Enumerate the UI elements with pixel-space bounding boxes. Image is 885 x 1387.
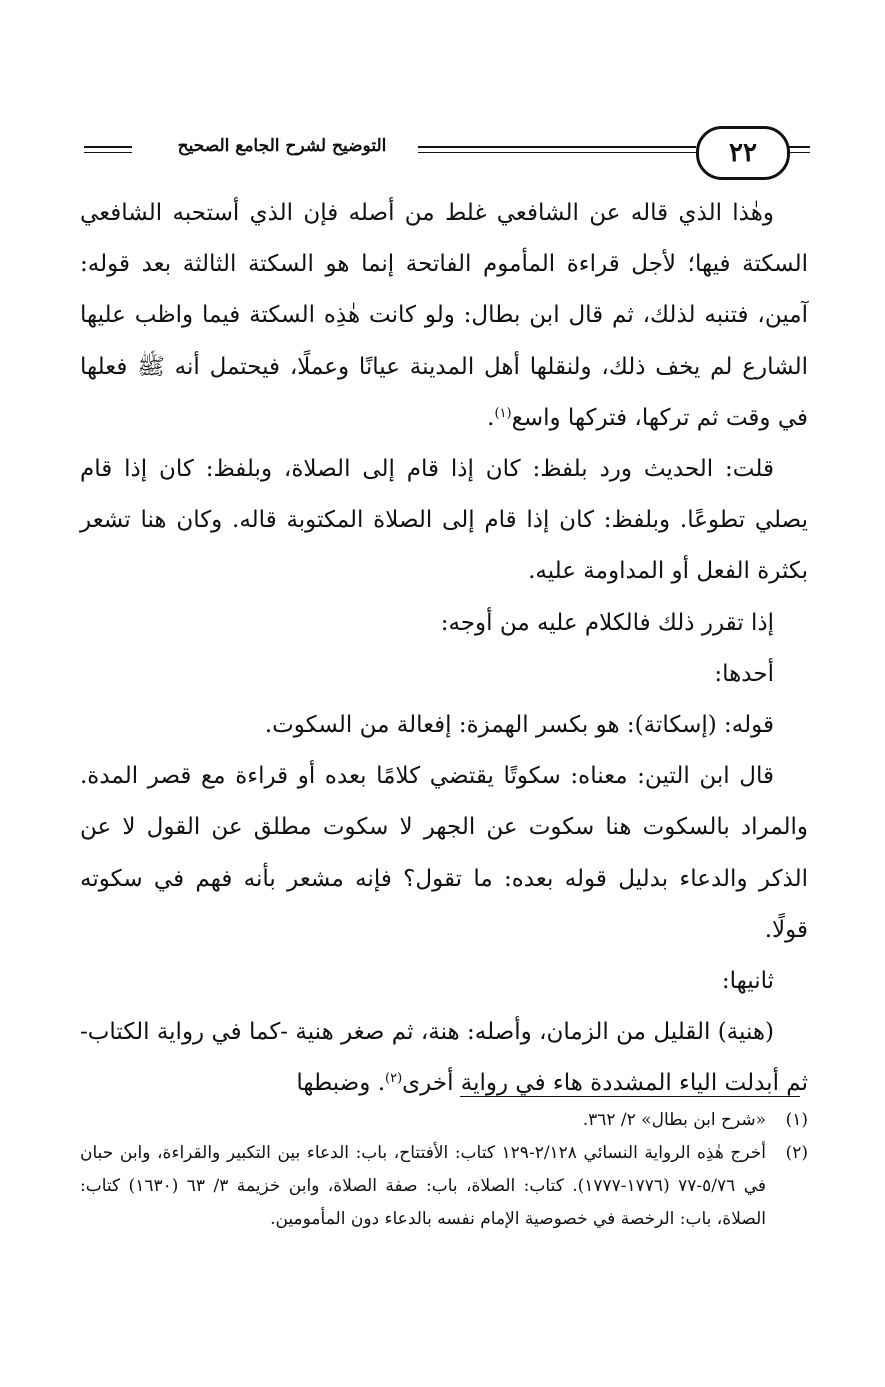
- paragraph-end: .: [487, 404, 495, 431]
- footnote-marker: (١): [494, 405, 512, 421]
- paragraph-text: إذا تقرر ذلك فالكلام عليه من أوجه:: [440, 609, 774, 636]
- header-rule-middle-top: [418, 146, 696, 148]
- paragraph-text: قوله: (إسكاتة): هو بكسر الهمزة: إفعالة من السكوت.: [264, 712, 774, 739]
- section-label: [80, 956, 808, 1007]
- section-label: [80, 649, 808, 700]
- paragraph-text: قال ابن التين: معناه: سكوتًا يقتضي كلامًا بعده أو قراءة مع قصر المدة. والمراد بالسكوت هنا سكوت عن الجهر لا سكوت مطلق عن القول لا عن الذكر والدعاء بدليل قوله بعده: ما تقول؟ فإنه مشعر بأنه فهم في سكوته قولًا.: [80, 763, 808, 943]
- paragraph-text: (هنية) القليل من الزمان، وأصله: هنة، ثم صغر هنية -كما في رواية الكتاب- ثم أبدلت الياء المشددة هاء في رواية أخرى: [80, 1019, 808, 1097]
- page-number: ٢٢: [696, 126, 790, 180]
- paragraph: [80, 598, 808, 649]
- footnote: [80, 1137, 808, 1236]
- footnote-number: (٢): [785, 1143, 808, 1163]
- section-label-text: أحدها:: [714, 660, 774, 687]
- section-label-text: ثانيها:: [721, 968, 774, 995]
- body-text: [80, 188, 808, 1110]
- footnote-number: (١): [785, 1110, 808, 1130]
- header-rule-left-top: [84, 146, 132, 148]
- footnotes: [80, 1104, 808, 1236]
- paragraph-end: . وضبطها: [296, 1070, 386, 1097]
- header-rule-middle-bottom: [418, 152, 696, 153]
- footnote-separator: [460, 1096, 800, 1097]
- running-title: التوضيح لشرح الجامع الصحيح: [152, 136, 412, 156]
- paragraph: [80, 751, 808, 956]
- paragraph: [80, 1007, 808, 1109]
- header-rule-left-bottom: [84, 152, 132, 153]
- footnote-text: «شرح ابن بطال» ٢/ ٣٦٢.: [582, 1110, 766, 1130]
- paragraph: [80, 700, 808, 751]
- footnote-text: أخرج هٰذِه الرواية النسائي ٢/١٢٨-١٢٩ كتاب: الأفتتاح، باب: الدعاء بين التكبير والقراءة، وابن حبان في ٥/٧٦-٧٧ (١٧٧٦-١٧٧٧). كتاب: الصلاة، باب: صفة الصلاة، وابن خزيمة ٣/ ٦٣ (١٦٣٠) كتاب: الصلاة، باب: الرخصة في خصوصية الإمام نفسه بالدعاء دون المأمومين.: [80, 1143, 766, 1229]
- running-header: [84, 122, 810, 182]
- paragraph: [80, 188, 808, 444]
- footnote: [80, 1104, 808, 1137]
- paragraph: [80, 444, 808, 598]
- paragraph-text: قلت: الحديث ورد بلفظ: كان إذا قام إلى الصلاة، وبلفظ: كان إذا قام يصلي تطوعًا. وبلفظ: كان إذا قام إلى الصلاة المكتوبة قاله. وكان هنا تشعر بكثرة الفعل أو المداومة عليه.: [80, 456, 808, 585]
- footnote-marker: (٢): [385, 1071, 403, 1087]
- paragraph-text: وهٰذا الذي قاله عن الشافعي غلط من أصله فإن الذي أستحبه الشافعي السكتة فيها؛ لأجل قراءة المأموم الفاتحة إنما هو السكتة الثالثة بعد قوله: آمين، فتنبه لذلك، ثم قال ابن بطال: ولو كانت هٰذِه السكتة فيما واظب عليها الشارع لم يخف ذلك، ولنقلها أهل المدينة عيانًا وعملًا، فيحتمل أنه ﷺ فعلها في وقت ثم تركها، فتركها واسع: [80, 200, 808, 431]
